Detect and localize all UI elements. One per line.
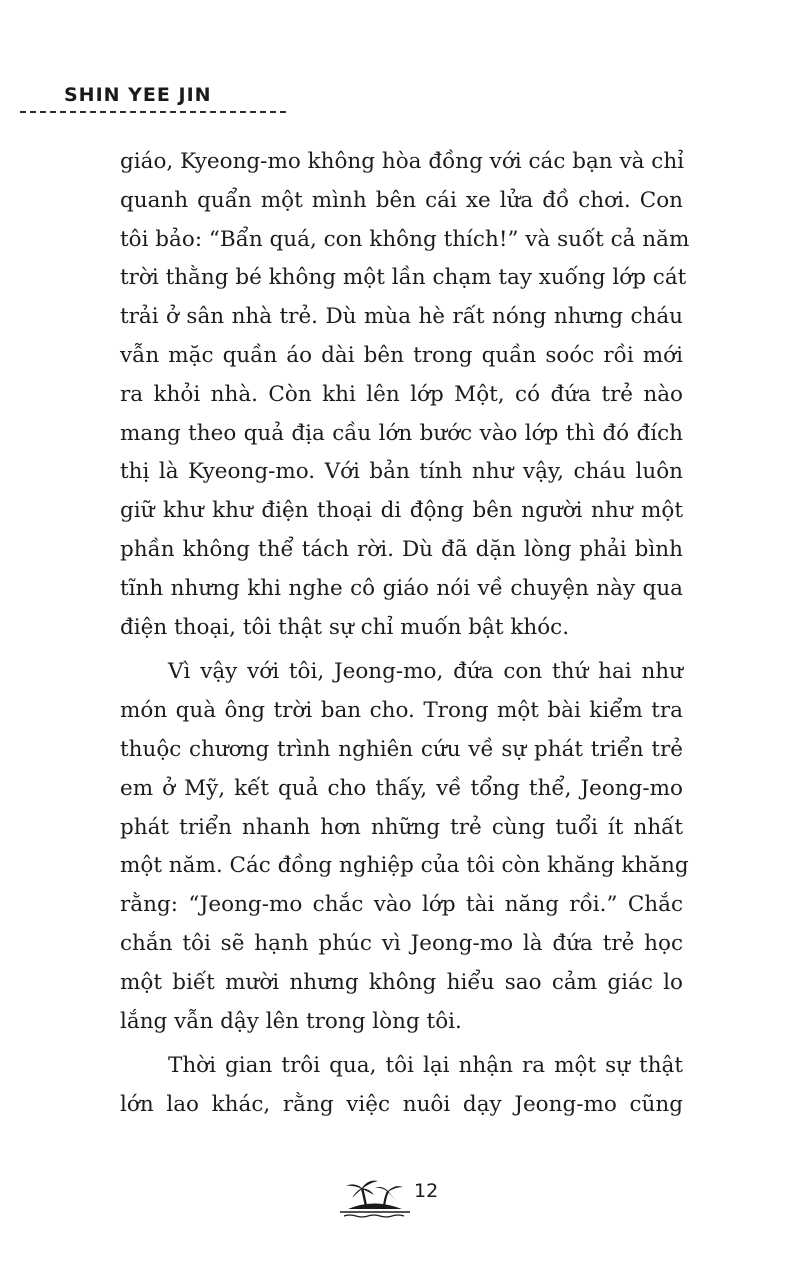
paragraph-3 xyxy=(120,1047,683,1125)
text-line: món quà ông trời ban cho. Trong một bài kiểm tra xyxy=(120,698,683,724)
text-line: ra khỏi nhà. Còn khi lên lớp Một, có đứa trẻ nào xyxy=(120,381,683,407)
text-line: tôi bảo: “Bẩn quá, con không thích!” và suốt cả năm xyxy=(120,226,690,252)
text-line: giáo, Kyeong-mo không hòa đồng với các bạn và chỉ xyxy=(120,149,685,174)
text-line: lắng vẫn dậy lên trong lòng tôi. xyxy=(120,1008,462,1034)
text-line: rằng: “Jeong-mo chắc vào lớp tài năng rồi.” Chắc xyxy=(120,892,683,918)
text-line: Thời gian trôi qua, tôi lại nhận ra một sự thật xyxy=(168,1053,683,1079)
text-line: phát triển nhanh hơn những trẻ cùng tuổi ít nhất xyxy=(120,814,683,840)
body-text xyxy=(120,143,690,1125)
text-line: quanh quẩn một mình bên cái xe lửa đồ chơi. Con xyxy=(120,187,683,213)
text-line: mang theo quả địa cầu lớn bước vào lớp thì đó đích xyxy=(120,420,683,446)
text-line: tĩnh nhưng khi nghe cô giáo nói về chuyện này qua xyxy=(120,575,683,601)
text-line: vẫn mặc quần áo dài bên trong quần soóc rồi mới xyxy=(120,342,683,368)
text-line: em ở Mỹ, kết quả cho thấy, về tổng thể, Jeong-mo xyxy=(120,775,683,801)
text-line: giữ khư khư điện thoại di động bên người như một xyxy=(120,498,683,524)
text-line: một năm. Các đồng nghiệp của tôi còn khăng khăng xyxy=(120,853,689,879)
palm-island-icon xyxy=(340,1176,412,1220)
text-line: Vì vậy với tôi, Jeong-mo, đứa con thứ hai như xyxy=(168,659,683,685)
text-line: chắn tôi sẽ hạnh phúc vì Jeong-mo là đứa trẻ học xyxy=(120,930,683,956)
header-dashed-rule xyxy=(20,111,286,113)
text-line: điện thoại, tôi thật sự chỉ muốn bật khóc. xyxy=(120,614,570,640)
page-number: 12 xyxy=(414,1180,439,1202)
page-footer xyxy=(340,1176,450,1220)
text-line: thuộc chương trình nghiên cứu về sự phát triển trẻ xyxy=(120,736,683,762)
text-line: trời thằng bé không một lần chạm tay xuống lớp cát xyxy=(120,265,687,291)
text-line: lớn lao khác, rằng việc nuôi dạy Jeong-mo cũng xyxy=(120,1092,683,1118)
paragraph-1 xyxy=(120,143,690,647)
running-head-title: SHIN YEE JIN xyxy=(64,84,212,106)
text-line: trải ở sân nhà trẻ. Dù mùa hè rất nóng nhưng cháu xyxy=(120,304,683,330)
text-line: phần không thể tách rời. Dù đã dặn lòng phải bình xyxy=(120,536,683,562)
text-line: thị là Kyeong-mo. Với bản tính như vậy, cháu luôn xyxy=(120,459,683,485)
paragraph-2 xyxy=(120,653,689,1041)
text-line: một biết mười nhưng không hiểu sao cảm giác lo xyxy=(120,969,683,995)
